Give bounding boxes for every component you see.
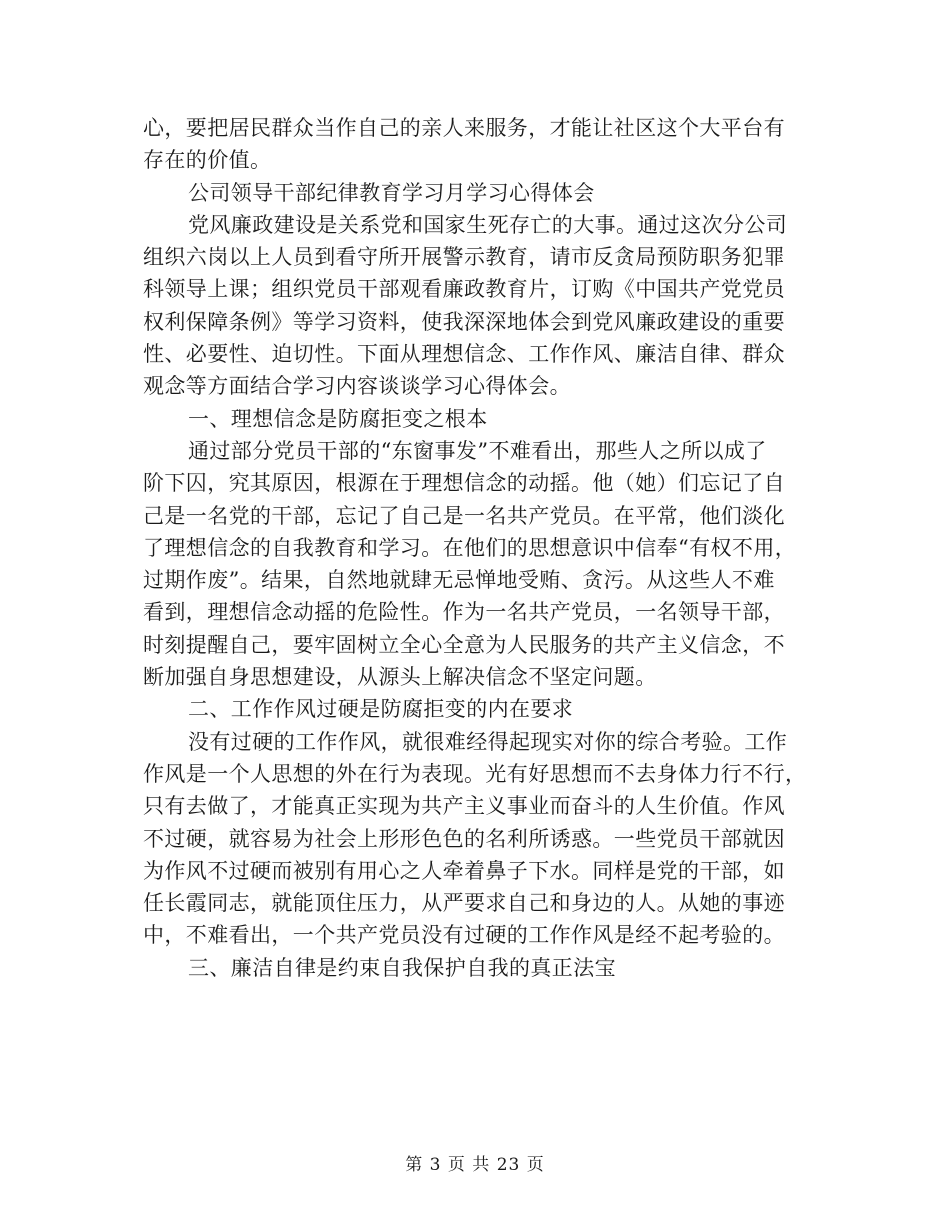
document-body	[143, 112, 807, 984]
text-line: 公司领导干部纪律教育学习月学习心得体会	[188, 180, 595, 205]
text-line: 中，不难看出，一个共产党员没有过硬的工作作风是经不起考验的。	[143, 923, 785, 948]
text-line: 任长霞同志，就能顶住压力，从严要求自己和身边的人。从她的事迹	[143, 891, 785, 916]
text-line: 过期作废”。结果，自然地就肆无忌惮地受贿、贪污。从这些人不难	[143, 568, 775, 593]
text-line: 科领导上课；组织党员干部观看廉政教育片，订购《中国共产党党员	[143, 277, 785, 302]
text-line: 权利保障条例》等学习资料，使我深深地体会到党风廉政建设的重要	[143, 309, 785, 334]
text-line: 为作风不过硬而被别有用心之人牵着鼻子下水。同样是党的干部，如	[143, 858, 785, 883]
text-line: 作风是一个人思想的外在行为表现。光有好思想而不去身体力行不行，	[143, 761, 807, 786]
footer-suffix: 页	[526, 1155, 545, 1175]
text-line: 时刻提醒自己，要牢固树立全心全意为人民服务的共产主义信念，不	[143, 632, 785, 657]
footer-prefix: 第	[405, 1155, 424, 1175]
footer-middle: 页 共	[447, 1155, 491, 1175]
text-line: 没有过硬的工作作风，就很难经得起现实对你的综合考验。工作	[188, 729, 788, 754]
text-line: 存在的价值。	[143, 148, 272, 173]
footer-total-pages: 23	[496, 1155, 521, 1175]
text-line: 二、工作作风过硬是防腐拒变的内在要求	[188, 697, 574, 722]
text-line: 只有去做了，才能真正实现为共产主义事业而奋斗的人生价值。作风	[143, 794, 785, 819]
text-line: 心，要把居民群众当作自己的亲人来服务，才能让社区这个大平台有	[143, 116, 785, 140]
text-line: 阶下囚，究其原因，根源在于理想信念的动摇。他（她）们忘记了自	[143, 471, 785, 496]
page-footer	[0, 1150, 950, 1175]
text-line: 己是一名党的干部，忘记了自己是一名共产党员。在平常，他们淡化	[143, 503, 785, 528]
text-line: 性、必要性、迫切性。下面从理想信念、工作作风、廉洁自律、群众	[143, 342, 785, 367]
text-line: 党风廉政建设是关系党和国家生死存亡的大事。通过这次分公司	[188, 212, 788, 237]
footer-current-page: 3	[429, 1155, 442, 1175]
text-line: 组织六岗以上人员到看守所开展警示教育，请市反贪局预防职务犯罪	[143, 245, 785, 270]
text-line: 一、理想信念是防腐拒变之根本	[188, 406, 488, 431]
text-line: 看到，理想信念动摇的危险性。作为一名共产党员，一名领导干部，	[143, 600, 785, 625]
text-line: 断加强自身思想建设，从源头上解决信念不坚定问题。	[143, 665, 657, 690]
text-line: 通过部分党员干部的“东窗事发”不难看出，那些人之所以成了	[188, 438, 767, 463]
text-line: 观念等方面结合学习内容谈谈学习心得体会。	[143, 374, 571, 399]
text-line: 三、廉洁自律是约束自我保护自我的真正法宝	[188, 955, 616, 980]
text-line: 不过硬，就容易为社会上形形色色的名利所诱惑。一些党员干部就因	[143, 826, 785, 851]
text-line: 了理想信念的自我教育和学习。在他们的思想意识中信奉“有权不用，	[143, 535, 797, 560]
